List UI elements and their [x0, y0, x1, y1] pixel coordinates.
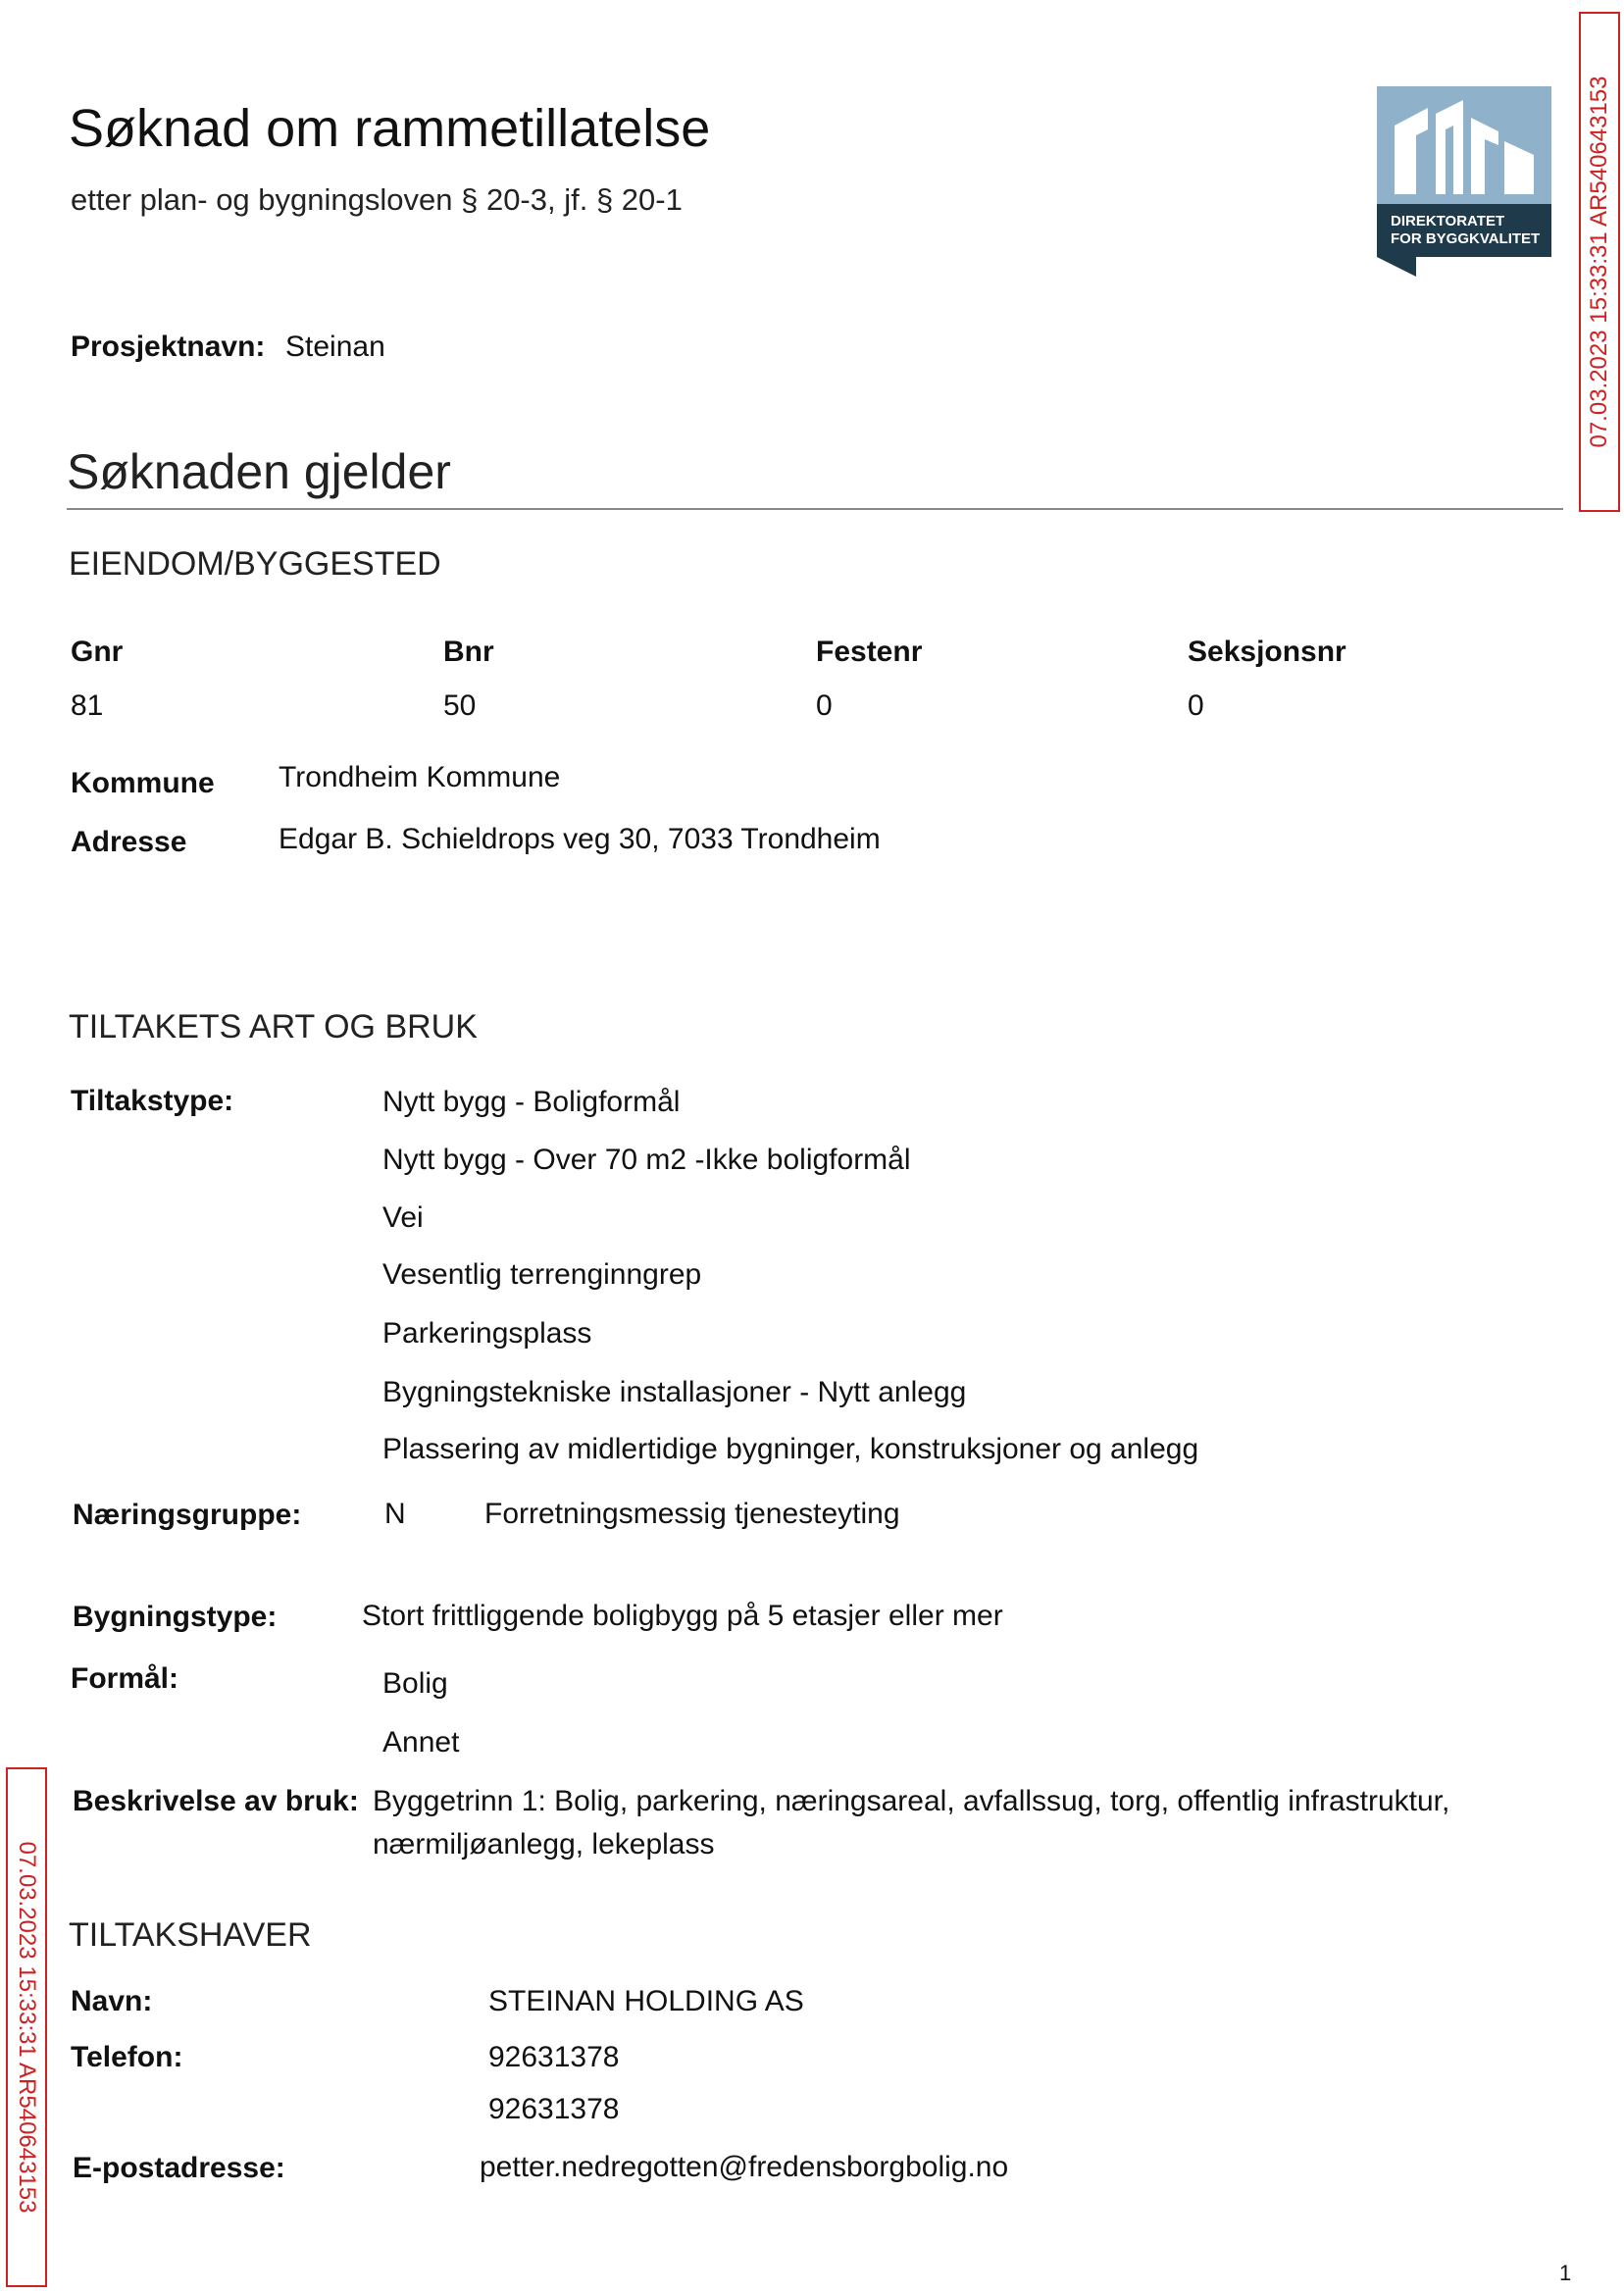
bygningstype-label: Bygningstype: — [73, 1601, 278, 1633]
festenr-label: Festenr — [816, 636, 923, 668]
logo-line-1: DIREKTORATET — [1391, 213, 1505, 229]
tiltakshaver-heading: TILTAKSHAVER — [69, 1916, 312, 1954]
building-logo-icon — [1377, 86, 1551, 277]
telefon-value: 92631378 — [488, 2093, 620, 2125]
gnr-value: 81 — [71, 689, 104, 722]
beskrivelse-line-1: Byggetrinn 1: Bolig, parkering, næringsareal, avfallssug, torg, offentlig infrastruktur, — [373, 1785, 1450, 1817]
tiltak-heading: TILTAKETS ART OG BRUK — [69, 1008, 478, 1045]
tiltakstype-item: Vei — [382, 1201, 424, 1234]
tiltakstype-item: Nytt bygg - Boligformål — [382, 1086, 681, 1118]
beskrivelse-line-2: nærmiljøanlegg, lekeplass — [373, 1828, 715, 1861]
tiltakstype-item: Vesentlig terrenginngrep — [382, 1258, 702, 1291]
project-label: Prosjektnavn: — [71, 331, 266, 363]
logo-line-2: FOR BYGGKVALITET — [1391, 230, 1541, 247]
adresse-value: Edgar B. Schieldrops veg 30, 7033 Trondheim — [279, 823, 881, 855]
epost-label: E-postadresse: — [73, 2152, 285, 2184]
seksjonsnr-value: 0 — [1188, 689, 1204, 722]
beskrivelse-label: Beskrivelse av bruk: — [73, 1785, 359, 1817]
tiltakstype-item: Nytt bygg - Over 70 m2 -Ikke boligformål — [382, 1144, 911, 1176]
bnr-value: 50 — [443, 689, 477, 722]
tiltakstype-item: Bygningstekniske installasjoner - Nytt anlegg — [382, 1376, 967, 1408]
epost-value: petter.nedregotten@fredensborgbolig.no — [480, 2151, 1009, 2183]
stamp-text: 07.03.2023 15:33:31 AR540643153 — [1586, 76, 1612, 448]
naeringsgruppe-text: Forretningsmessig tjenesteyting — [484, 1498, 900, 1530]
kommune-label: Kommune — [71, 767, 215, 799]
property-heading: EIENDOM/BYGGESTED — [69, 545, 441, 583]
bygningstype-value: Stort frittliggende boligbygg på 5 etasjer eller mer — [362, 1600, 1003, 1632]
bnr-label: Bnr — [443, 636, 494, 668]
section-divider — [67, 508, 1563, 510]
navn-value: STEINAN HOLDING AS — [488, 1985, 804, 2017]
section-title: Søknaden gjelder — [67, 444, 451, 499]
kommune-value: Trondheim Kommune — [279, 761, 561, 793]
document-stamp-right — [1579, 12, 1620, 512]
dibk-logo — [1377, 86, 1551, 277]
stamp-text: 07.03.2023 15:33:31 AR540643153 — [14, 1841, 40, 2214]
gnr-label: Gnr — [71, 636, 124, 668]
navn-label: Navn: — [71, 1985, 153, 2017]
festenr-value: 0 — [816, 689, 833, 722]
page-number: 1 — [1559, 2261, 1572, 2285]
document-subtitle: etter plan- og bygningsloven § 20-3, jf. § 20-1 — [71, 182, 683, 217]
seksjonsnr-label: Seksjonsnr — [1188, 636, 1346, 668]
naeringsgruppe-label: Næringsgruppe: — [73, 1499, 302, 1531]
document-title: Søknad om rammetillatelse — [69, 99, 711, 158]
formal-label: Formål: — [71, 1662, 179, 1695]
telefon-label: Telefon: — [71, 2041, 183, 2073]
tiltakstype-item: Parkeringsplass — [382, 1317, 592, 1350]
tiltakstype-item: Plassering av midlertidige bygninger, konstruksjoner og anlegg — [382, 1433, 1199, 1465]
telefon-value: 92631378 — [488, 2041, 620, 2073]
tiltakstype-label: Tiltakstype: — [71, 1085, 234, 1117]
naeringsgruppe-code: N — [384, 1498, 406, 1530]
document-stamp-left — [6, 1767, 47, 2287]
project-value: Steinan — [285, 331, 385, 363]
formal-item: Bolig — [382, 1667, 448, 1700]
adresse-label: Adresse — [71, 826, 187, 858]
formal-item: Annet — [382, 1726, 460, 1759]
